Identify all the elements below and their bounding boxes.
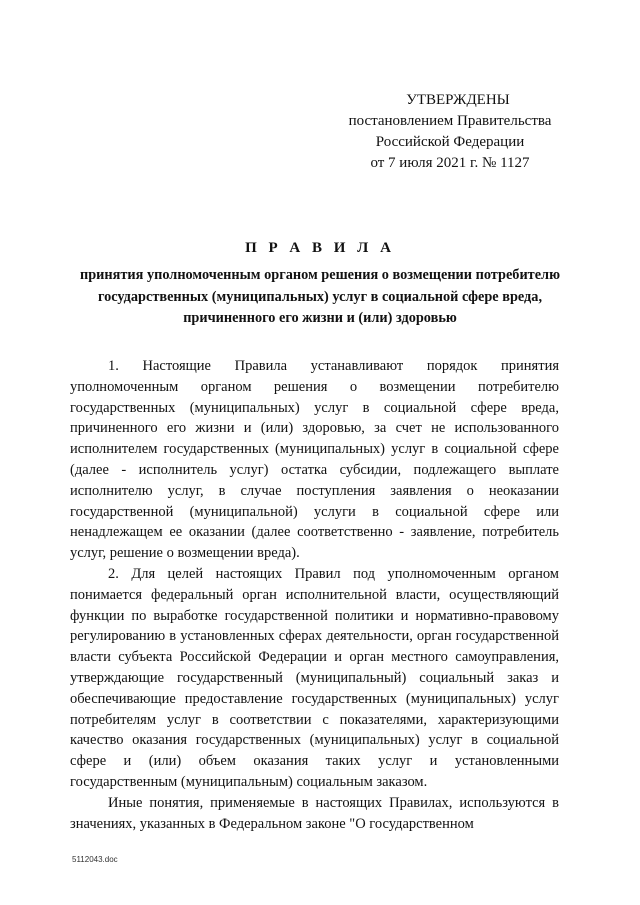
approval-line-2: Российской Федерации <box>375 134 525 150</box>
paragraph-3: Иные понятия, применяемые в настоящих Правилах, используются в значениях, указанных в Федеральном законе "О государственном <box>70 794 559 832</box>
paragraph-1: 1. Настоящие Правила устанавливают порядок принятия уполномоченным органом решения о возмещении потребителю государственных (муниципальных) услуг в социальной сфере вреда, причиненного его жизни и (или) здоровью, за счет не использованного исполнителем государственных (муниципальных) услуг в социальной сфере (далее - исполнитель услуг) остатка субсидии, подлежащего выплате исполнителю услуг, в случае поступления заявления о неоказании государственной (муниципальной) услуги в социальной сфере или ненадлежащем ее оказании (далее соответственно - заявление, потребитель услуг, решение о возмещении вреда). <box>70 358 559 562</box>
document-body <box>70 356 559 834</box>
approval-line-1: постановлением Правительства <box>348 113 552 129</box>
approval-heading: УТВЕРЖДЕНЫ <box>406 92 510 108</box>
document-subtitle: принятия уполномоченным органом решения о возмещении потребителю государственных (муниципальных) услуг в социальной сфере вреда, причиненного его жизни и (или) здоровью <box>79 267 560 326</box>
document-title: П Р А В И Л А <box>245 240 395 256</box>
approval-block <box>330 90 570 174</box>
file-name-footer: 5112043.doc <box>72 855 118 864</box>
approval-line-3: от 7 июля 2021 г. № 1127 <box>370 155 530 171</box>
paragraph-2: 2. Для целей настоящих Правил под уполномоченным органом понимается федеральный орган исполнительной власти, осуществляющий функции по выработке государственной политики и нормативно-правовому регулированию в установленных сферах деятельности, орган государственной власти субъекта Российской Федерации и орган местного самоуправления, утверждающие государственный (муниципальный) социальный заказ и обеспечивающие предоставление государственных (муниципальных) услуг потребителям услуг в соответствии с показателями, характеризующими качество оказания государственных (муниципальных) услуг в социальной сфере и (или) объем оказания таких услуг и установленными государственным (муниципальным) социальным заказом. <box>70 565 559 790</box>
